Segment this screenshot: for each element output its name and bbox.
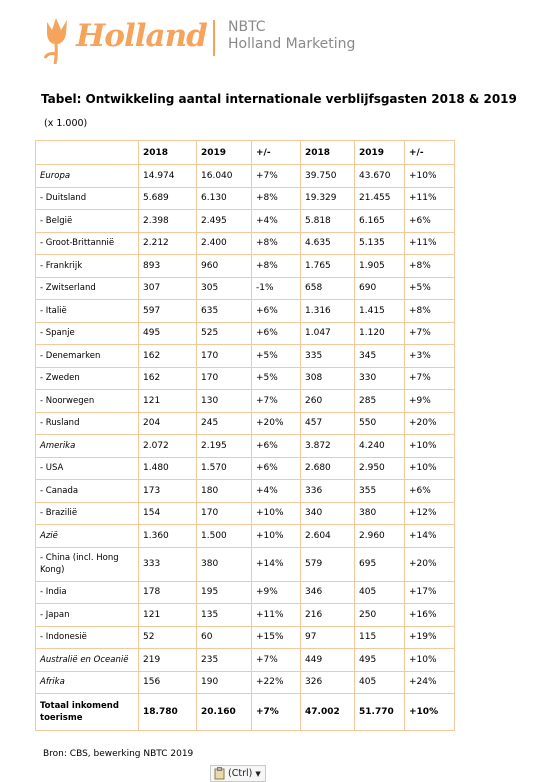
row-label: - Noorwegen: [36, 390, 139, 413]
value-cell: 345: [355, 345, 405, 368]
value-cell: +15%: [252, 626, 301, 649]
table-row: [36, 525, 455, 548]
value-cell: 19.329: [301, 187, 355, 210]
row-label: - Brazilië: [36, 502, 139, 525]
table-row: [36, 277, 455, 300]
header-cell: +/-: [252, 141, 301, 165]
value-cell: 195: [197, 581, 252, 604]
value-cell: 695: [355, 547, 405, 581]
value-cell: 5.818: [301, 210, 355, 233]
value-cell: 173: [139, 480, 197, 503]
value-cell: +10%: [405, 649, 455, 672]
value-cell: 1.500: [197, 525, 252, 548]
value-cell: 2.195: [197, 435, 252, 458]
value-cell: 597: [139, 300, 197, 323]
value-cell: +24%: [405, 671, 455, 694]
table-row: [36, 581, 455, 604]
value-cell: 156: [139, 671, 197, 694]
value-cell: +6%: [252, 322, 301, 345]
value-cell: +17%: [405, 581, 455, 604]
value-cell: 60: [197, 626, 252, 649]
value-cell: 340: [301, 502, 355, 525]
table-row: [36, 480, 455, 503]
value-cell: +5%: [252, 345, 301, 368]
value-cell: 893: [139, 255, 197, 278]
value-cell: +7%: [405, 367, 455, 390]
value-cell: +7%: [252, 390, 301, 413]
table-row: [36, 649, 455, 672]
row-label: - Italië: [36, 300, 139, 323]
value-cell: +10%: [405, 165, 455, 188]
table-row: [36, 232, 455, 255]
value-cell: 130: [197, 390, 252, 413]
value-cell: 1.765: [301, 255, 355, 278]
table-row: [36, 255, 455, 278]
value-cell: 51.770: [355, 694, 405, 731]
value-cell: 305: [197, 277, 252, 300]
value-cell: 39.750: [301, 165, 355, 188]
value-cell: +6%: [405, 210, 455, 233]
value-cell: +8%: [252, 232, 301, 255]
logo-divider: [213, 20, 215, 56]
value-cell: 154: [139, 502, 197, 525]
value-cell: +20%: [252, 412, 301, 435]
value-cell: 2.950: [355, 457, 405, 480]
value-cell: +14%: [252, 547, 301, 581]
value-cell: 52: [139, 626, 197, 649]
page-header: [0, 0, 548, 80]
value-cell: +3%: [405, 345, 455, 368]
value-cell: +10%: [252, 525, 301, 548]
table-unit-note: (x 1.000): [44, 118, 88, 129]
paste-options-button[interactable]: [210, 765, 266, 782]
value-cell: 115: [355, 626, 405, 649]
value-cell: +4%: [252, 480, 301, 503]
value-cell: 20.160: [197, 694, 252, 731]
value-cell: 135: [197, 604, 252, 627]
holland-logo: [42, 14, 207, 66]
value-cell: 457: [301, 412, 355, 435]
row-label: - Zwitserland: [36, 277, 139, 300]
value-cell: +5%: [252, 367, 301, 390]
value-cell: +16%: [405, 604, 455, 627]
value-cell: 1.480: [139, 457, 197, 480]
chevron-down-icon: ▼: [255, 769, 261, 778]
value-cell: +9%: [405, 390, 455, 413]
value-cell: 1.905: [355, 255, 405, 278]
source-note: Bron: CBS, bewerking NBTC 2019: [43, 749, 194, 759]
value-cell: 2.960: [355, 525, 405, 548]
value-cell: +19%: [405, 626, 455, 649]
nbtc-tagline: Holland Marketing: [228, 36, 356, 52]
value-cell: 219: [139, 649, 197, 672]
table-row: [36, 547, 455, 581]
value-cell: 5.689: [139, 187, 197, 210]
table-row: [36, 210, 455, 233]
table-row: [36, 435, 455, 458]
row-label: - Japan: [36, 604, 139, 627]
value-cell: 525: [197, 322, 252, 345]
value-cell: 326: [301, 671, 355, 694]
value-cell: 3.872: [301, 435, 355, 458]
value-cell: 162: [139, 367, 197, 390]
table-row: [36, 671, 455, 694]
value-cell: 121: [139, 604, 197, 627]
clipboard-icon: [214, 767, 225, 780]
value-cell: 6.165: [355, 210, 405, 233]
value-cell: 2.604: [301, 525, 355, 548]
value-cell: 260: [301, 390, 355, 413]
header-cell: 2018: [139, 141, 197, 165]
header-cell: +/-: [405, 141, 455, 165]
value-cell: +7%: [252, 694, 301, 731]
row-label: Australië en Oceanië: [36, 649, 139, 672]
header-cell: 2019: [197, 141, 252, 165]
value-cell: +22%: [252, 671, 301, 694]
row-label: - India: [36, 581, 139, 604]
value-cell: +6%: [405, 480, 455, 503]
value-cell: +14%: [405, 525, 455, 548]
value-cell: +12%: [405, 502, 455, 525]
value-cell: +8%: [252, 255, 301, 278]
value-cell: +6%: [252, 435, 301, 458]
value-cell: 579: [301, 547, 355, 581]
value-cell: 180: [197, 480, 252, 503]
value-cell: 405: [355, 581, 405, 604]
value-cell: +6%: [252, 457, 301, 480]
value-cell: 2.495: [197, 210, 252, 233]
value-cell: 380: [197, 547, 252, 581]
row-label: - Denemarken: [36, 345, 139, 368]
value-cell: 6.130: [197, 187, 252, 210]
guests-table: [35, 140, 455, 731]
value-cell: 16.040: [197, 165, 252, 188]
value-cell: 1.570: [197, 457, 252, 480]
value-cell: 235: [197, 649, 252, 672]
value-cell: 170: [197, 367, 252, 390]
row-label: - Frankrijk: [36, 255, 139, 278]
value-cell: +8%: [405, 300, 455, 323]
total-row: [36, 694, 455, 731]
value-cell: -1%: [252, 277, 301, 300]
value-cell: 355: [355, 480, 405, 503]
value-cell: 307: [139, 277, 197, 300]
value-cell: 330: [355, 367, 405, 390]
row-label: - België: [36, 210, 139, 233]
header-cell: 2019: [355, 141, 405, 165]
nbtc-name: NBTC: [228, 19, 266, 35]
value-cell: 336: [301, 480, 355, 503]
holland-wordmark: Holland: [76, 18, 207, 54]
value-cell: 495: [355, 649, 405, 672]
value-cell: +8%: [252, 187, 301, 210]
paste-options-label: (Ctrl): [228, 768, 253, 779]
table-row: [36, 626, 455, 649]
value-cell: 333: [139, 547, 197, 581]
value-cell: 21.455: [355, 187, 405, 210]
row-label: - Duitsland: [36, 187, 139, 210]
row-label: Amerika: [36, 435, 139, 458]
value-cell: 2.680: [301, 457, 355, 480]
table-row: [36, 187, 455, 210]
value-cell: 405: [355, 671, 405, 694]
table-row: [36, 412, 455, 435]
row-label: - USA: [36, 457, 139, 480]
value-cell: 1.120: [355, 322, 405, 345]
value-cell: +10%: [405, 457, 455, 480]
value-cell: +11%: [405, 232, 455, 255]
value-cell: 635: [197, 300, 252, 323]
value-cell: 658: [301, 277, 355, 300]
value-cell: 162: [139, 345, 197, 368]
row-label: - Rusland: [36, 412, 139, 435]
value-cell: 335: [301, 345, 355, 368]
value-cell: +20%: [405, 412, 455, 435]
table-title: Tabel: Ontwikkeling aantal internationale verblijfsgasten 2018 & 2019: [41, 92, 517, 106]
value-cell: 190: [197, 671, 252, 694]
value-cell: 97: [301, 626, 355, 649]
value-cell: +10%: [252, 502, 301, 525]
value-cell: 170: [197, 345, 252, 368]
value-cell: 2.072: [139, 435, 197, 458]
table-header-row: [36, 141, 455, 165]
value-cell: +10%: [405, 435, 455, 458]
value-cell: +7%: [252, 165, 301, 188]
value-cell: +8%: [405, 255, 455, 278]
row-label: - Zweden: [36, 367, 139, 390]
header-cell-empty: [36, 141, 139, 165]
row-label: - Spanje: [36, 322, 139, 345]
row-label: - Indonesië: [36, 626, 139, 649]
value-cell: 5.135: [355, 232, 405, 255]
value-cell: 18.780: [139, 694, 197, 731]
value-cell: 960: [197, 255, 252, 278]
table-row: [36, 390, 455, 413]
value-cell: 285: [355, 390, 405, 413]
tulip-icon: [42, 14, 76, 64]
value-cell: 308: [301, 367, 355, 390]
value-cell: 346: [301, 581, 355, 604]
row-label: - Canada: [36, 480, 139, 503]
value-cell: +10%: [405, 694, 455, 731]
value-cell: +11%: [252, 604, 301, 627]
value-cell: 121: [139, 390, 197, 413]
row-label: Afrika: [36, 671, 139, 694]
table-row: [36, 345, 455, 368]
value-cell: +4%: [252, 210, 301, 233]
table-row: [36, 367, 455, 390]
value-cell: 47.002: [301, 694, 355, 731]
nbtc-label: [228, 19, 355, 53]
value-cell: +6%: [252, 300, 301, 323]
value-cell: 495: [139, 322, 197, 345]
value-cell: +7%: [252, 649, 301, 672]
header-cell: 2018: [301, 141, 355, 165]
value-cell: 2.398: [139, 210, 197, 233]
table-row: [36, 300, 455, 323]
value-cell: 43.670: [355, 165, 405, 188]
value-cell: 250: [355, 604, 405, 627]
value-cell: +9%: [252, 581, 301, 604]
value-cell: +5%: [405, 277, 455, 300]
value-cell: +7%: [405, 322, 455, 345]
value-cell: 550: [355, 412, 405, 435]
value-cell: 690: [355, 277, 405, 300]
value-cell: 2.400: [197, 232, 252, 255]
value-cell: 170: [197, 502, 252, 525]
value-cell: 14.974: [139, 165, 197, 188]
row-label: Azië: [36, 525, 139, 548]
table-row: [36, 502, 455, 525]
table-row: [36, 322, 455, 345]
value-cell: 1.316: [301, 300, 355, 323]
value-cell: 204: [139, 412, 197, 435]
row-label: - China (incl. Hong Kong): [36, 547, 139, 581]
value-cell: 2.212: [139, 232, 197, 255]
table-row: [36, 457, 455, 480]
value-cell: +11%: [405, 187, 455, 210]
value-cell: 4.635: [301, 232, 355, 255]
value-cell: 216: [301, 604, 355, 627]
row-label: - Groot-Brittannië: [36, 232, 139, 255]
value-cell: 178: [139, 581, 197, 604]
table-row: [36, 165, 455, 188]
value-cell: 449: [301, 649, 355, 672]
value-cell: 1.415: [355, 300, 405, 323]
value-cell: 380: [355, 502, 405, 525]
value-cell: 245: [197, 412, 252, 435]
row-label: Totaal inkomend toerisme: [36, 694, 139, 731]
value-cell: +20%: [405, 547, 455, 581]
table-row: [36, 604, 455, 627]
row-label: Europa: [36, 165, 139, 188]
value-cell: 4.240: [355, 435, 405, 458]
value-cell: 1.047: [301, 322, 355, 345]
value-cell: 1.360: [139, 525, 197, 548]
